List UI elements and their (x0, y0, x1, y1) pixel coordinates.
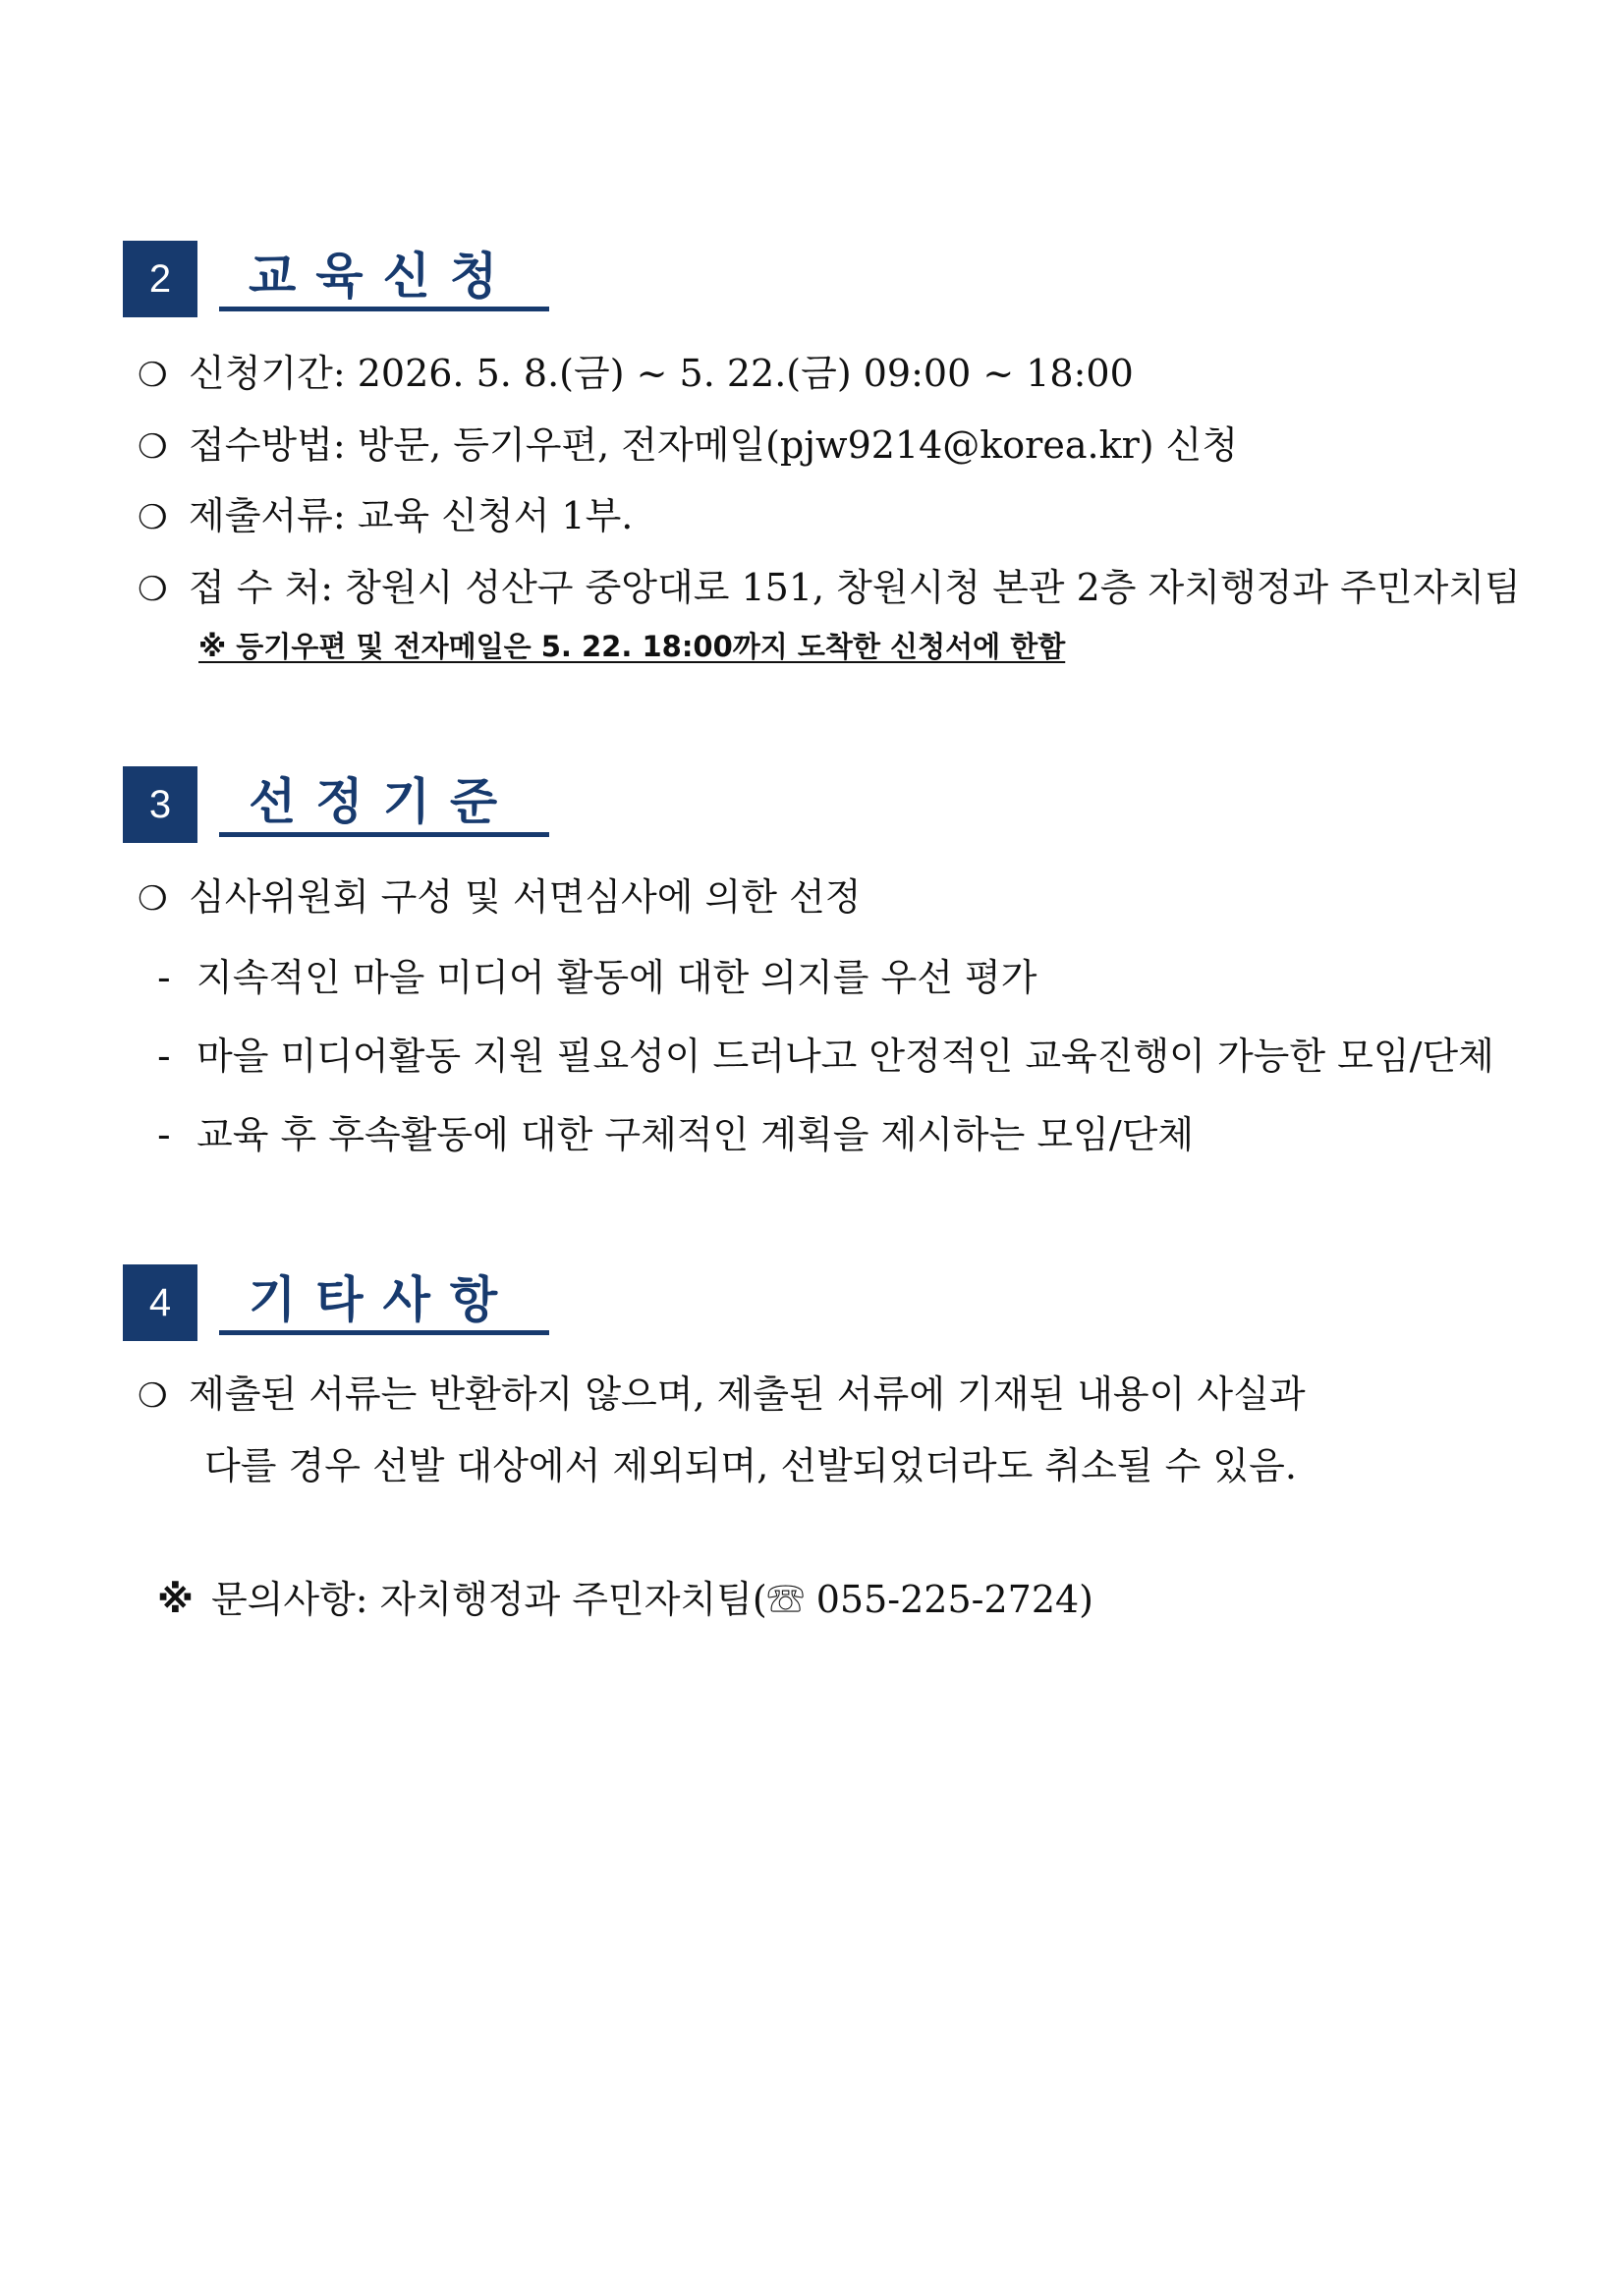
list-item (138, 420, 1238, 472)
sub-list-item-text: 지속적인 마을 미디어 활동에 대한 의지를 우선 평가 (196, 956, 1037, 999)
dash-bullet: - (157, 1035, 171, 1078)
section-number: 3 (123, 766, 197, 843)
contact-info (157, 1575, 1093, 1624)
sub-list-item (157, 1032, 1494, 1081)
list-item (138, 563, 1521, 614)
circle-bullet-icon: ❍ (138, 1376, 168, 1416)
dash-bullet: - (157, 956, 171, 999)
dash-bullet: - (157, 1113, 171, 1156)
section-criteria (123, 766, 1538, 845)
section-others (123, 1264, 1538, 1343)
list-item (138, 349, 1134, 400)
contact-text: 문의사항: 자치행정과 주민자치팀(☏ 055-225-2724) (210, 1578, 1094, 1621)
section-title: 교육신청 (219, 241, 549, 311)
section-application (123, 241, 1538, 319)
list-item-text: 심사위원회 구성 및 서면심사에 의한 선정 (189, 875, 862, 919)
reference-mark: ※ (157, 1578, 194, 1621)
section-header (123, 766, 1538, 845)
sub-list-item (157, 1110, 1194, 1159)
list-item (138, 872, 861, 924)
section-number: 4 (123, 1264, 197, 1341)
section-title: 선정기준 (219, 766, 549, 837)
sub-list-item-text: 마을 미디어활동 지원 필요성이 드러나고 안정적인 교육진행이 가능한 모임/단체 (196, 1035, 1494, 1078)
circle-bullet-icon: ❍ (138, 498, 168, 537)
section-header (123, 1264, 1538, 1343)
list-item-text: 제출된 서류는 반환하지 않으며, 제출된 서류에 기재된 내용이 사실과 (189, 1372, 1306, 1416)
list-item-text: 접 수 처: 창원시 성산구 중앙대로 151, 창원시청 본관 2층 자치행정과 주민자치팀 (189, 566, 1521, 609)
circle-bullet-icon: ❍ (138, 356, 168, 395)
list-item-continuation: 다를 경우 선발 대상에서 제외되며, 선발되었더라도 취소될 수 있음. (204, 1444, 1297, 1487)
list-item-text: 제출서류: 교육 신청서 1부. (189, 494, 634, 537)
list-item-text: 접수방법: 방문, 등기우편, 전자메일(pjw9214@korea.kr) 신청 (189, 423, 1239, 467)
circle-bullet-icon: ❍ (138, 879, 168, 919)
sub-list-item (157, 953, 1036, 1002)
section-header (123, 241, 1538, 319)
circle-bullet-icon: ❍ (138, 570, 168, 609)
sub-list-item-text: 교육 후 후속활동에 대한 구체적인 계획을 제시하는 모임/단체 (196, 1113, 1195, 1156)
section-title: 기타사항 (219, 1264, 549, 1335)
list-item (138, 491, 633, 542)
list-item (138, 1370, 1306, 1421)
list-item-text: 신청기간: 2026. 5. 8.(금) ~ 5. 22.(금) 09:00 ~ 18:00 (189, 352, 1134, 395)
section-number: 2 (123, 241, 197, 317)
deadline-note: ※ 등기우편 및 전자메일은 5. 22. 18:00까지 도착한 신청서에 한함 (198, 630, 1066, 663)
circle-bullet-icon: ❍ (138, 427, 168, 467)
